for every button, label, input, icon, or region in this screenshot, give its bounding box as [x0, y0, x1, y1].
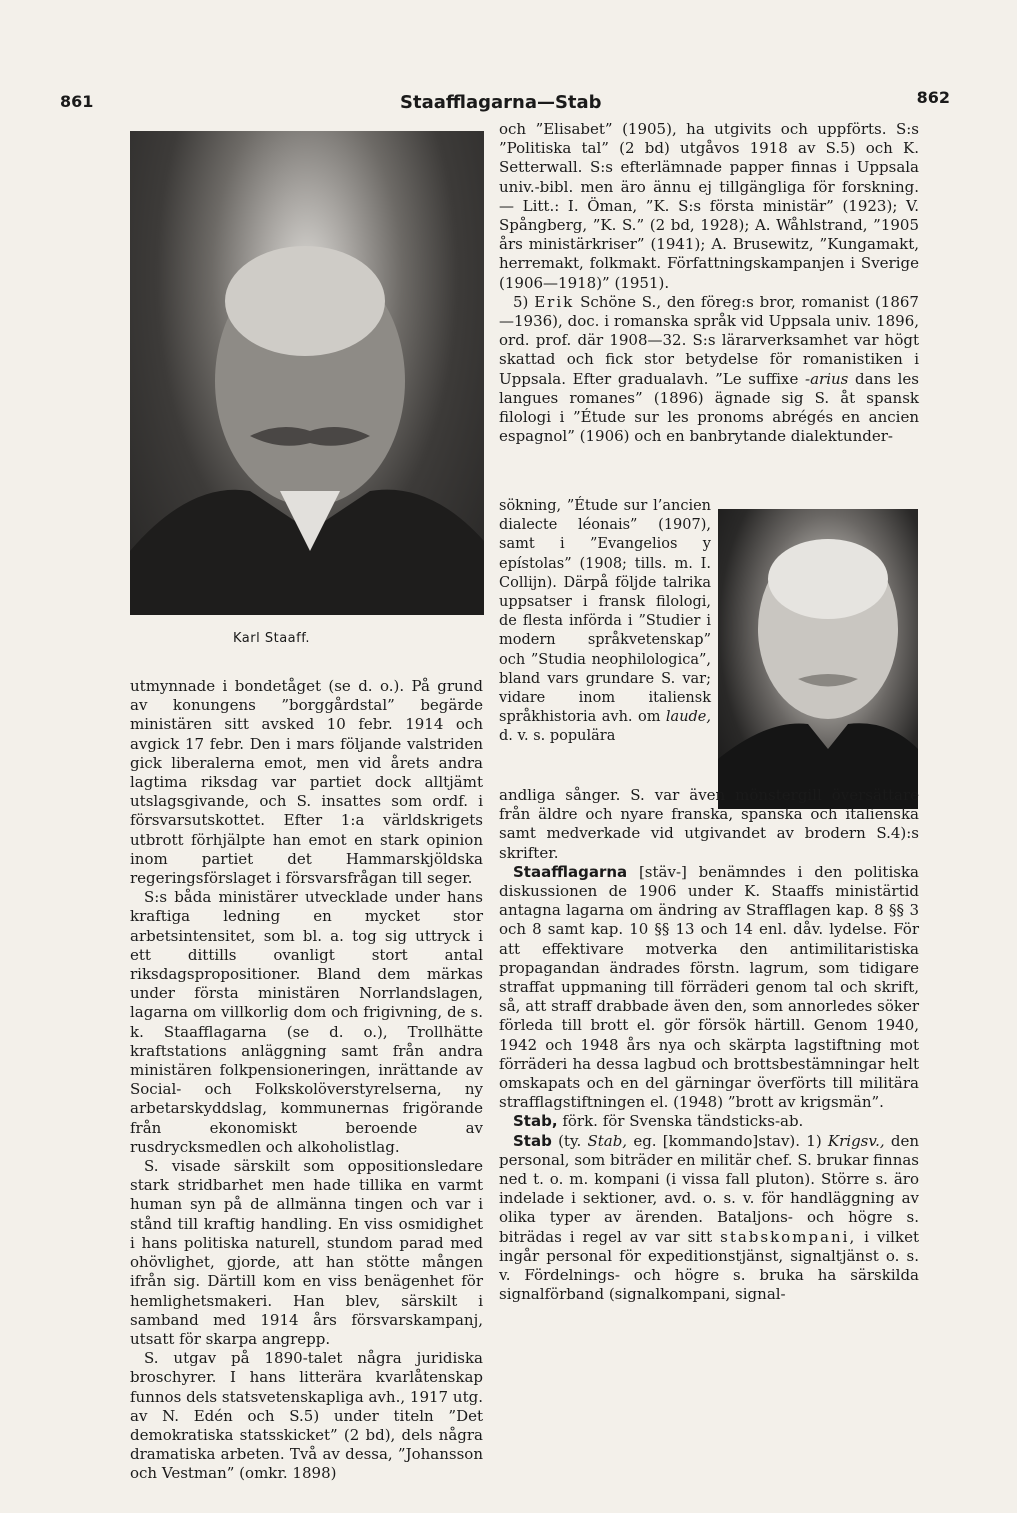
- paragraph: och ”Elisabet” (1905), ha utgivits och uppförts. S:s ”Politiska tal” (2 bd) utgåvos 1918 av S.5) och K. Setterwall. S:s efterlämnade papper finnas i Uppsala univ.-bibl. men äro ännu ej tillgängliga för forskning. — Litt.: I. Öman, ”K. S:s första ministär” (1923); V. Spångberg, ”K. S.” (2 bd, 1928); A. Wåhlstrand, ”1905 års ministärkriser” (1941); A. Brusewitz, ”Kungamakt, herremakt, folkmakt. Författningskampanjen i Sverige (1906—1918)” (1951).: [499, 120, 919, 292]
- text: sökning, ”Étude sur l’ancien dialecte léonais” (1907), samt i ”Evangelios y epístolas” (1908; tills. m. I. Collijn). Därpå följde talrika uppsatser i fransk filologi, de flesta införda i ”Studier i modern språkvetenskap” och ”Studia neophilologica”, bland vars grundare S. var; vidare inom italiensk språkhistoria avh. om: [499, 498, 711, 726]
- spaced-text: stabskompani,: [720, 1227, 857, 1246]
- person-name: Erik: [534, 292, 575, 311]
- paragraph: S. utgav på 1890-talet några juridiska broschyrer. I hans litterära kvarlåtenskap funnos dels statsvetenskapliga avh., 1917 utg. av N. Edén och S.5) under titeln ”Det demokratiska statsskicket” (2 bd), dels några dramatiska arbeten. Två av dessa, ”Johansson och Vestman” (omkr. 1898): [130, 1349, 483, 1483]
- entry-stab: [499, 1132, 919, 1305]
- entry-headword: Staafflagarna: [513, 862, 628, 881]
- paragraph: [499, 497, 711, 747]
- text: den personal, som biträder en militär chef. S. brukar finnas ned t. o. m. kompani (i vissa fall pluton). Större s. äro indelade i sektioner, avd. o. s. v. för handläggning av olika typer av ärenden. Bataljons- och högre s. biträdas i regel av var sitt: [499, 1131, 919, 1246]
- portrait-figure: [130, 131, 484, 615]
- text: dans les langues romanes” (1896) ägnade sig S. åt spansk filologi i ”Étude sur les pronoms abrégés en ancien espagnol” (1906) och en banbrytande dialektunder-: [499, 369, 919, 446]
- entry-headword: Stab,: [513, 1112, 558, 1131]
- text: i vilket ingår personal för expeditionstjänst, signaltjänst o. s. v. Fördelnings- och högre s. bruka ha särskilda signalförband (signalkompani, signal-: [499, 1227, 919, 1304]
- paragraph: S. visade särskilt som oppositionsledare stark stridbarhet men hade tillika en varmt human syn på de allmänna tingen och var i stånd till kraftig handling. En viss osmidighet i hans politiska naturell, stundom parad med ohövlighet, gjorde, att han stötte mången ifrån sig. Därtill kom en viss benägenhet för hemlighetsmakeri. Han blev, särskilt i samband med 1914 års försvarskampanj, utsatt för skarpa angrepp.: [130, 1157, 483, 1348]
- text: d. v. s. populära: [499, 728, 616, 745]
- left-page-number: 861: [60, 92, 94, 111]
- paragraph: andliga sånger. S. var även mönstergill översättare från äldre och nyare franska, spanska och italienska samt medverkade vid utgivandet av brodern S.4):s skrifter.: [499, 786, 919, 862]
- portrait-figure: [718, 509, 918, 809]
- right-column-top: [499, 120, 919, 446]
- text: (ty.: [558, 1131, 582, 1150]
- photo-caption: Karl Staaff.: [233, 631, 310, 646]
- text: eg. [kommando]stav). 1): [633, 1131, 822, 1150]
- portrait-erik-schone: [718, 509, 918, 809]
- text: Schöne S., den föreg:s bror, romanist (1867—1936), doc. i romanska språk vid Uppsala univ. 1896, ord. prof. där 1908—32. S:s lärarverksamhet var högt skattad och fick stor betydelse för romanistiken i Uppsala. Efter gradualavh. ”Le suffixe: [499, 292, 919, 388]
- page-title: Staafflagarna—Stab: [400, 92, 602, 113]
- paragraph: S:s båda ministärer utvecklade under hans kraftiga ledning en mycket stor arbetsintensitet, som bl. a. tog sig uttryck i ett dittills ovanligt stort antal riksdagspropositioner. Bland dem märkas under första ministären Norrlandslagen, lagarna om villkorlig dom och frigivning, de s. k. Staafflagarna (se d. o.), Trollhätte kraftstations anläggning samt från andra ministären folkpensioneringen, inrättande av Social- och Folkskolöverstyrelserna, ny arbetarskyddslag, kommunernas frigörande från ekonomiskt beroende av rusdrycksmedlen och alkoholistlag.: [130, 888, 483, 1156]
- entry-stab-abbrev: [499, 1112, 919, 1131]
- right-page-number: 862: [916, 88, 950, 107]
- paragraph-erik-schone: [499, 293, 919, 447]
- left-column: [130, 677, 483, 1484]
- text: förk. för Svenska tändsticks-ab.: [562, 1112, 804, 1131]
- right-column-bottom: [499, 786, 919, 1304]
- portrait-karl-staaff: [130, 131, 484, 615]
- running-header: [60, 88, 950, 118]
- entry-headword: Stab: [513, 1131, 552, 1150]
- italic-text: Stab,: [587, 1131, 628, 1150]
- right-column-narrow: [499, 497, 711, 747]
- italic-text: -arius: [805, 369, 849, 388]
- entry-staafflagarna: [499, 863, 919, 1113]
- italic-text: Krigsv.,: [827, 1131, 885, 1150]
- text: [stäv-] benämndes i den politiska diskussionen de 1906 under K. Staaffs ministärtid antagna lagarna om ändring av Strafflagen kap. 8 §§ 3 och 8 samt kap. 10 §§ 13 och 14 enl. dåv. lydelse. För att effektivare motverka den antimilitaristiska propagandan ändrades förstn. lagrum, som tidigare straffat uppmaning till förräderi genom tal och skrift, så, att straff drabbade även den, som annorledes söker förleda till brott el. gör försök härtill. Genom 1940, 1942 och 1948 års nya och skärpta lagstiftning mot förräderi ha dessa lagbud och brottsbestämningar helt omskapats och en del gärningar överförts till militära strafflagstiftningen el. (1948) ”brott av krigsmän”.: [499, 862, 919, 1112]
- paragraph: utmynnade i bondetåget (se d. o.). På grund av konungens ”borggårdstal” begärde ministären sitt avsked 10 febr. 1914 och avgick 17 febr. Den i mars följande valstriden gick liberalerna emot, men vid årets andra lagtima riksdag var partiet dock alltjämt utslagsgivande, och S. insattes som ordf. i försvarsutskottet. Efter 1:a världskrigets utbrott förhjälpte han emot en stark opinion inom partiet det Hammarskjöldska regeringsförslaget i försvarsfrågan till seger.: [130, 677, 483, 888]
- italic-text: laude,: [665, 709, 711, 726]
- entry-number: 5): [513, 292, 529, 311]
